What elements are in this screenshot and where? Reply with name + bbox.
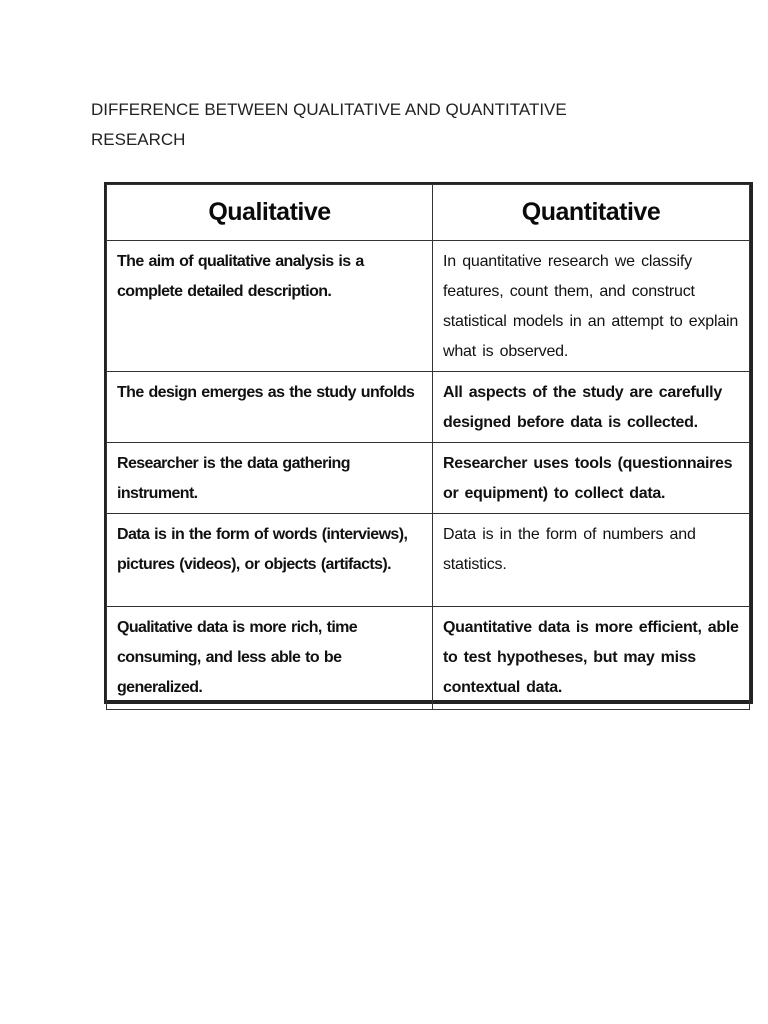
- header-qualitative: Qualitative: [107, 185, 433, 241]
- table-row: [107, 241, 750, 372]
- qualitative-cell: The design emerges as the study unfolds: [107, 372, 433, 443]
- comparison-table: [106, 184, 750, 710]
- qualitative-cell: The aim of qualitative analysis is a complete detailed description.: [107, 241, 433, 372]
- table-row: [107, 372, 750, 443]
- quantitative-cell: Data is in the form of numbers and statistics.: [433, 514, 750, 607]
- quantitative-cell: All aspects of the study are carefully designed before data is collected.: [433, 372, 750, 443]
- qualitative-cell: Researcher is the data gathering instrument.: [107, 443, 433, 514]
- table-row: [107, 514, 750, 607]
- table-header-row: [107, 185, 750, 241]
- quantitative-cell: Researcher uses tools (questionnaires or equipment) to collect data.: [433, 443, 750, 514]
- qualitative-cell: Data is in the form of words (interviews), pictures (videos), or objects (artifacts).: [107, 514, 433, 607]
- comparison-table-frame: [104, 182, 753, 704]
- qualitative-cell: Qualitative data is more rich, time consuming, and less able to be generalized.: [107, 607, 433, 710]
- table-row: [107, 443, 750, 514]
- table-row: [107, 607, 750, 710]
- quantitative-cell: In quantitative research we classify features, count them, and construct statistical models in an attempt to explain what is observed.: [433, 241, 750, 372]
- quantitative-cell: Quantitative data is more efficient, able to test hypotheses, but may miss contextual data.: [433, 607, 750, 710]
- document-title: DIFFERENCE BETWEEN QUALITATIVE AND QUANTITATIVE RESEARCH: [91, 100, 567, 149]
- header-quantitative: Quantitative: [433, 185, 750, 241]
